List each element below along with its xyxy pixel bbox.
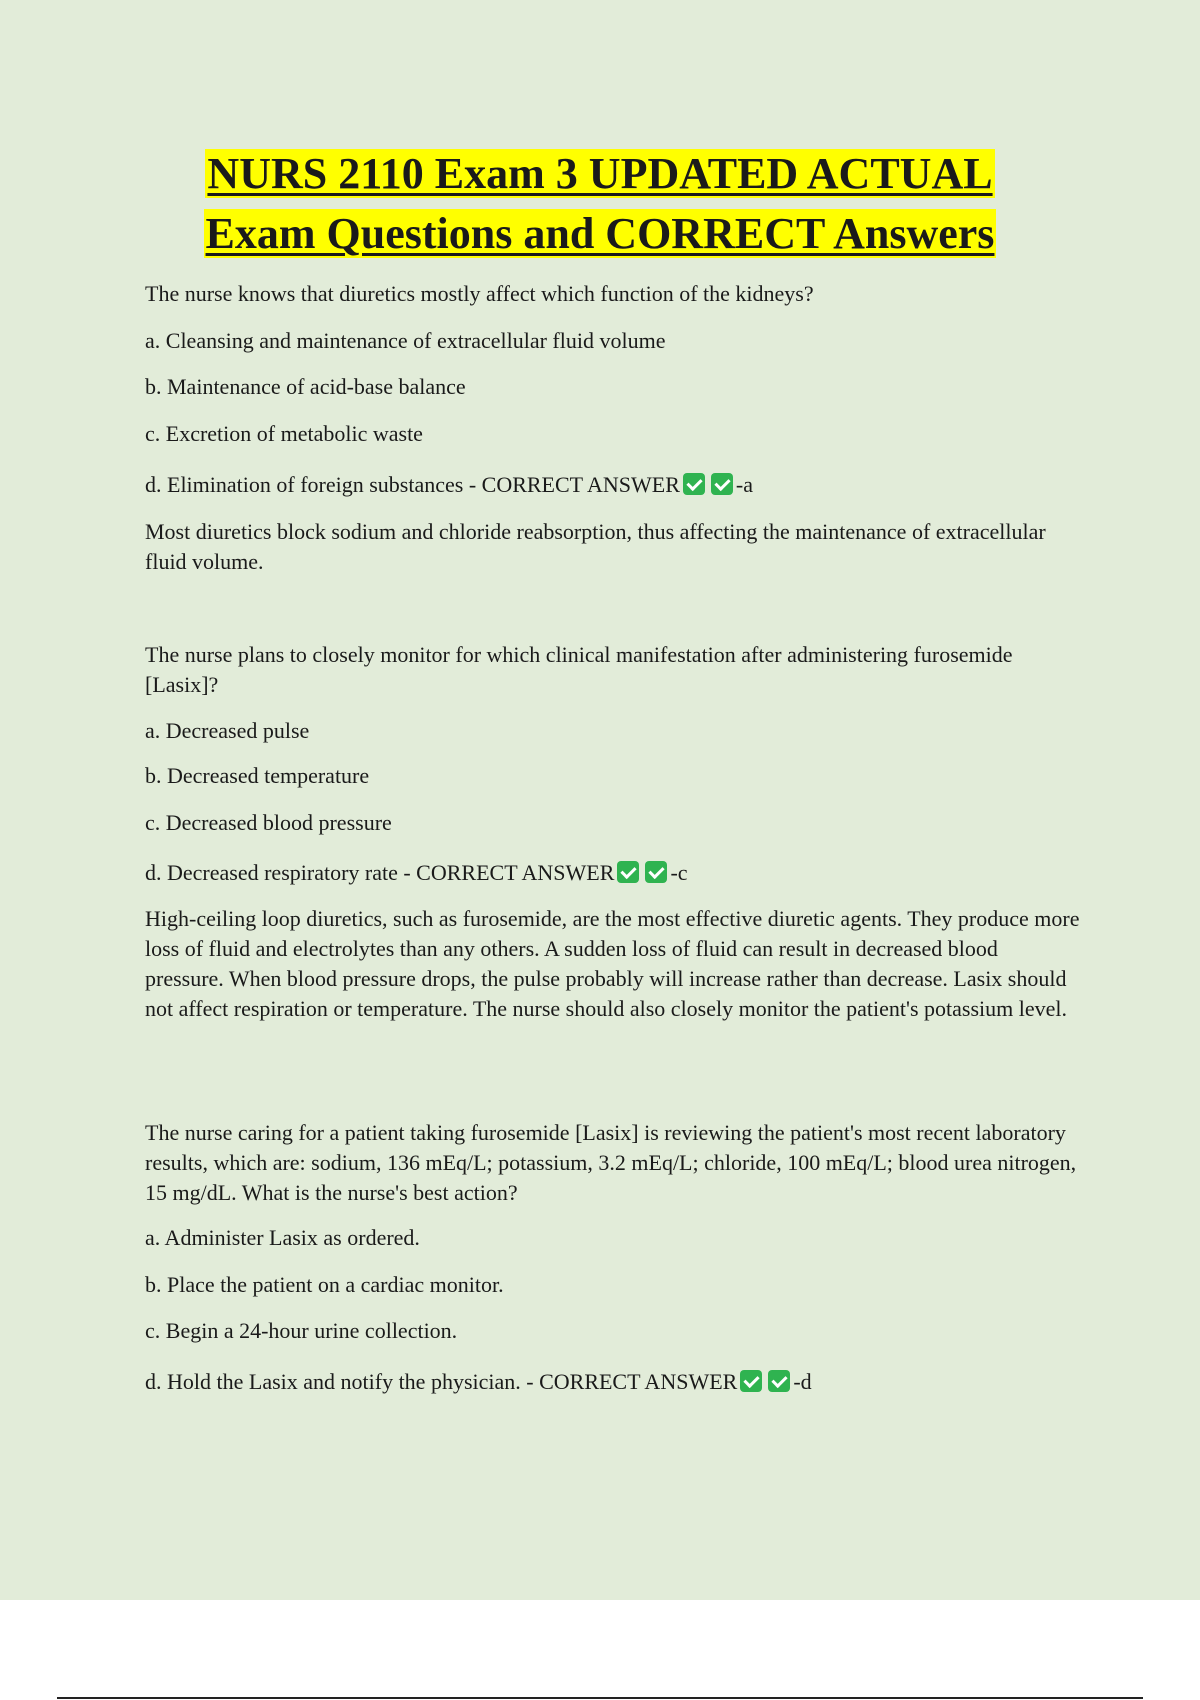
check-mark-icon (768, 1370, 790, 1392)
check-mark-icon (645, 861, 667, 883)
document-title-line-2: Exam Questions and CORRECT Answers (205, 209, 995, 258)
question-1-option-d: d. Elimination of foreign substances - CORRECT ANSWER -a (145, 472, 753, 497)
question-2-rationale: High-ceiling loop diuretics, such as furosemide, are the most effective diuretic agents. They produce more loss of fluid and electrolytes than any others. A sudden loss of fluid can result in decreased blood pressure. When blood pressure drops, the pulse probably will increase rather than decrease. Lasix should not affect respiration or temperature. The nurse should also closely monitor the patient's potassium level. (145, 906, 1080, 1021)
document-title-line-1: NURS 2110 Exam 3 UPDATED ACTUAL (207, 149, 993, 198)
question-1-rationale: Most diuretics block sodium and chloride reabsorption, thus affecting the maintenance of extracellular fluid volume. (145, 519, 1046, 574)
check-mark-icon (683, 473, 705, 495)
question-2-option-d: d. Decreased respiratory rate - CORRECT ANSWER -c (145, 860, 688, 885)
question-1-stem: The nurse knows that diuretics mostly affect which function of the kidneys? (145, 281, 814, 306)
question-1-option-c: c. Excretion of metabolic waste (145, 421, 423, 446)
question-3-option-b: b. Place the patient on a cardiac monitor. (145, 1272, 504, 1297)
question-3-option-d: d. Hold the Lasix and notify the physician. - CORRECT ANSWER -d (145, 1369, 812, 1394)
check-mark-icon (740, 1370, 762, 1392)
check-mark-icon (617, 861, 639, 883)
question-2-option-c: c. Decreased blood pressure (145, 810, 392, 835)
question-2-option-b: b. Decreased temperature (145, 763, 370, 788)
question-3-stem: The nurse caring for a patient taking furosemide [Lasix] is reviewing the patient's most recent laboratory results, which are: sodium, 136 mEq/L; potassium, 3.2 mEq/L; chloride, 100 mEq/L; blood urea nitrogen, 15 mg/dL. What is the nurse's best action? (145, 1120, 1077, 1205)
question-2-option-a: a. Decreased pulse (145, 718, 310, 743)
question-1-option-b: b. Maintenance of acid-base balance (145, 374, 466, 399)
question-3-option-c: c. Begin a 24-hour urine collection. (145, 1318, 458, 1343)
check-mark-icon (711, 473, 733, 495)
question-1-option-a: a. Cleansing and maintenance of extracellular fluid volume (145, 328, 666, 353)
footer-rule (57, 1697, 1143, 1699)
question-3-option-a: a. Administer Lasix as ordered. (145, 1225, 420, 1250)
question-2-stem: The nurse plans to closely monitor for which clinical manifestation after administering furosemide [Lasix]? (145, 642, 1013, 697)
